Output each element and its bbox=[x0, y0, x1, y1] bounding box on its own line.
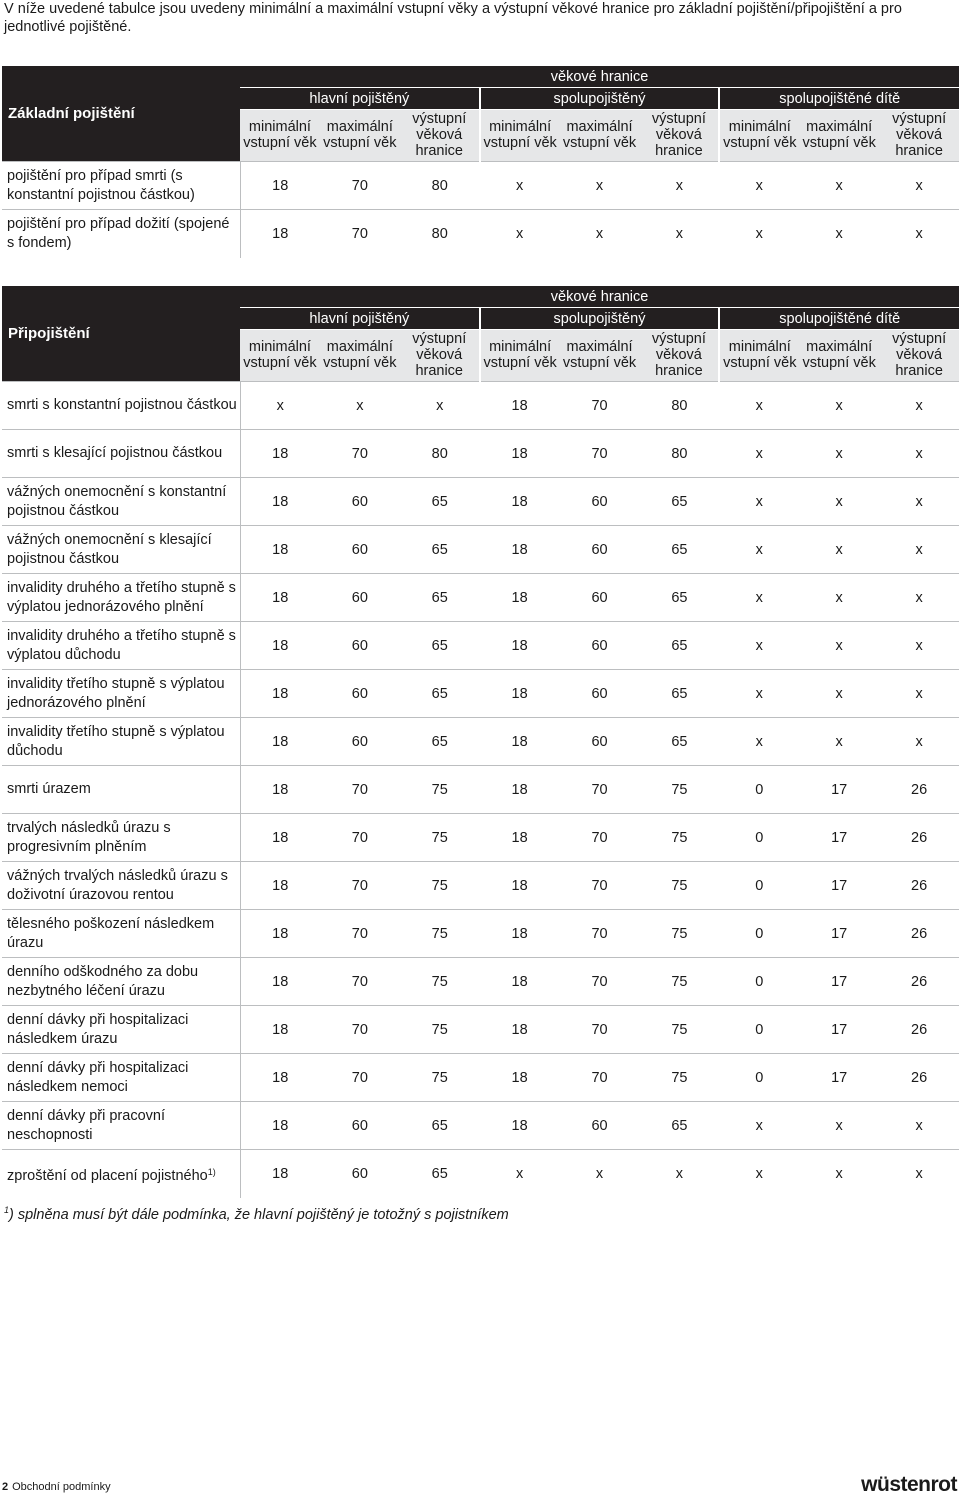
table-cell: x bbox=[799, 382, 879, 430]
column-header: maximální vstupní věk bbox=[320, 330, 400, 382]
table-cell: 18 bbox=[240, 478, 320, 526]
table-cell: 75 bbox=[639, 862, 719, 910]
column-header: maximální vstupní věk bbox=[799, 110, 879, 162]
table-cell: x bbox=[719, 210, 799, 258]
table-cell: x bbox=[879, 526, 959, 574]
row-label-text: invalidity třetího stupně s výplatou důchodu bbox=[7, 724, 225, 759]
table-cell: x bbox=[639, 1150, 719, 1198]
group-header-main: hlavní pojištěný bbox=[240, 88, 480, 110]
table-cell: 0 bbox=[719, 766, 799, 814]
table-cell: 70 bbox=[560, 1054, 640, 1102]
table-row bbox=[2, 1102, 959, 1150]
column-header: výstupní věková hranice bbox=[639, 110, 719, 162]
table-cell: x bbox=[719, 622, 799, 670]
table-cell: x bbox=[799, 1150, 879, 1198]
table-cell: 18 bbox=[480, 814, 560, 862]
row-label-text: smrti s konstantní pojistnou částkou bbox=[7, 397, 237, 414]
table-cell: 18 bbox=[480, 766, 560, 814]
table-cell: x bbox=[719, 1150, 799, 1198]
table-cell: 70 bbox=[560, 862, 640, 910]
group-header-child: spolupojištěné dítě bbox=[719, 308, 959, 330]
table-cell: 18 bbox=[240, 1054, 320, 1102]
table-cell: x bbox=[560, 210, 640, 258]
table-cell: 60 bbox=[320, 574, 400, 622]
table-row bbox=[2, 382, 959, 430]
table-cell: 17 bbox=[799, 862, 879, 910]
row-label bbox=[2, 670, 240, 718]
table-cell: x bbox=[879, 1150, 959, 1198]
table-cell: x bbox=[879, 210, 959, 258]
table-cell: x bbox=[639, 210, 719, 258]
table-cell: 65 bbox=[639, 622, 719, 670]
group-header-co-insured: spolupojištěný bbox=[480, 308, 720, 330]
table-cell: 18 bbox=[240, 718, 320, 766]
table-row bbox=[2, 718, 959, 766]
table-cell: x bbox=[879, 718, 959, 766]
table-cell: 70 bbox=[320, 210, 400, 258]
table-cell: 75 bbox=[400, 1054, 480, 1102]
table-cell: 18 bbox=[240, 574, 320, 622]
table-row bbox=[2, 1054, 959, 1102]
table-cell: 70 bbox=[560, 910, 640, 958]
table-cell: 60 bbox=[560, 718, 640, 766]
table-cell: 18 bbox=[240, 670, 320, 718]
table-row bbox=[2, 766, 959, 814]
table-cell: x bbox=[560, 1150, 640, 1198]
table-cell: x bbox=[799, 670, 879, 718]
footnote-marker: 1 bbox=[4, 1205, 10, 1215]
table-cell: x bbox=[719, 670, 799, 718]
table-cell: 75 bbox=[400, 814, 480, 862]
row-label bbox=[2, 862, 240, 910]
table-cell: 60 bbox=[320, 478, 400, 526]
row-label-text: smrti s klesající pojistnou částkou bbox=[7, 445, 223, 462]
table-row bbox=[2, 210, 959, 258]
table-cell: x bbox=[799, 478, 879, 526]
table-cell: 17 bbox=[799, 1054, 879, 1102]
table-cell: 70 bbox=[320, 1006, 400, 1054]
table-row bbox=[2, 1150, 959, 1198]
row-label-text: invalidity třetího stupně s výplatou jednorázového plnění bbox=[7, 676, 225, 711]
table-cell: x bbox=[879, 622, 959, 670]
table-cell: 18 bbox=[240, 910, 320, 958]
table-row bbox=[2, 430, 959, 478]
table-cell: 60 bbox=[560, 526, 640, 574]
table-cell: 70 bbox=[320, 814, 400, 862]
table-cell: 75 bbox=[639, 1006, 719, 1054]
table-cell: x bbox=[879, 478, 959, 526]
table-cell: 26 bbox=[879, 958, 959, 1006]
table-cell: 18 bbox=[480, 1006, 560, 1054]
table-cell: 60 bbox=[320, 1102, 400, 1150]
table-cell: 60 bbox=[560, 622, 640, 670]
table-cell: 65 bbox=[400, 1102, 480, 1150]
footnote-ref: 1) bbox=[207, 1166, 216, 1177]
row-label-text: smrti úrazem bbox=[7, 781, 91, 798]
table-cell: 65 bbox=[400, 526, 480, 574]
table-cell: x bbox=[799, 210, 879, 258]
riders-table bbox=[2, 286, 959, 1198]
table-cell: 75 bbox=[400, 862, 480, 910]
table-cell: 26 bbox=[879, 1054, 959, 1102]
table-cell: 18 bbox=[480, 478, 560, 526]
table-cell: 65 bbox=[639, 526, 719, 574]
row-label-text: denního odškodného za dobu nezbytného léčení úrazu bbox=[7, 964, 199, 999]
table-cell: x bbox=[799, 162, 879, 210]
row-label bbox=[2, 478, 240, 526]
table-cell: 17 bbox=[799, 910, 879, 958]
table-cell: 70 bbox=[560, 430, 640, 478]
column-header: maximální vstupní věk bbox=[320, 110, 400, 162]
table-cell: 60 bbox=[560, 478, 640, 526]
table-cell: 60 bbox=[320, 670, 400, 718]
table-cell: 80 bbox=[639, 430, 719, 478]
table-cell: 60 bbox=[320, 1150, 400, 1198]
table-cell: 18 bbox=[240, 430, 320, 478]
table-cell: 80 bbox=[400, 210, 480, 258]
table-cell: 70 bbox=[320, 910, 400, 958]
table-cell: 65 bbox=[639, 1102, 719, 1150]
table-cell: 17 bbox=[799, 814, 879, 862]
table-cell: 18 bbox=[240, 1006, 320, 1054]
table-cell: x bbox=[799, 430, 879, 478]
age-limits-header: věkové hranice bbox=[240, 286, 959, 308]
table-cell: 65 bbox=[400, 1150, 480, 1198]
table-cell: 18 bbox=[480, 526, 560, 574]
row-label bbox=[2, 910, 240, 958]
row-label bbox=[2, 718, 240, 766]
table-cell: x bbox=[719, 526, 799, 574]
table-cell: 18 bbox=[480, 910, 560, 958]
page-number: 2 bbox=[2, 1481, 9, 1493]
table-cell: 18 bbox=[240, 958, 320, 1006]
column-header: výstupní věková hranice bbox=[879, 110, 959, 162]
table-cell: 70 bbox=[320, 1054, 400, 1102]
table-cell: x bbox=[879, 574, 959, 622]
table-cell: 70 bbox=[560, 814, 640, 862]
table-title: Připojištění bbox=[2, 286, 240, 382]
table-cell: x bbox=[879, 430, 959, 478]
basic-insurance-table bbox=[2, 66, 959, 258]
table-cell: 70 bbox=[320, 862, 400, 910]
table-cell: 18 bbox=[480, 382, 560, 430]
row-label-text: pojištění pro případ smrti (s konstantní pojistnou částkou) bbox=[7, 168, 195, 203]
group-header-child: spolupojištěné dítě bbox=[719, 88, 959, 110]
table-row bbox=[2, 526, 959, 574]
column-header: minimální vstupní věk bbox=[719, 110, 799, 162]
row-label bbox=[2, 210, 240, 258]
table-cell: 70 bbox=[560, 958, 640, 1006]
table-cell: 26 bbox=[879, 862, 959, 910]
table-cell: x bbox=[879, 670, 959, 718]
table-cell: 70 bbox=[320, 430, 400, 478]
column-header: výstupní věková hranice bbox=[400, 330, 480, 382]
age-limits-header: věkové hranice bbox=[240, 66, 959, 88]
table-cell: x bbox=[400, 382, 480, 430]
table-cell: 75 bbox=[400, 910, 480, 958]
table-row bbox=[2, 162, 959, 210]
row-label-text: tělesného poškození následkem úrazu bbox=[7, 916, 215, 951]
table-cell: 17 bbox=[799, 1006, 879, 1054]
table-cell: 18 bbox=[240, 622, 320, 670]
table-cell: 26 bbox=[879, 1006, 959, 1054]
table-cell: x bbox=[719, 574, 799, 622]
table-cell: 18 bbox=[480, 862, 560, 910]
table-cell: 18 bbox=[480, 718, 560, 766]
table-cell: x bbox=[799, 574, 879, 622]
table-cell: 0 bbox=[719, 910, 799, 958]
table-cell: 70 bbox=[320, 958, 400, 1006]
column-header: maximální vstupní věk bbox=[799, 330, 879, 382]
table-cell: 26 bbox=[879, 910, 959, 958]
column-header: výstupní věková hranice bbox=[879, 330, 959, 382]
table-cell: 75 bbox=[400, 1006, 480, 1054]
column-header: maximální vstupní věk bbox=[560, 110, 640, 162]
table-cell: x bbox=[719, 1102, 799, 1150]
table-cell: x bbox=[799, 1102, 879, 1150]
table-cell: x bbox=[719, 430, 799, 478]
table-cell: 18 bbox=[240, 1102, 320, 1150]
table-cell: 65 bbox=[400, 574, 480, 622]
table-cell: x bbox=[480, 1150, 560, 1198]
group-header-main: hlavní pojištěný bbox=[240, 308, 480, 330]
table-cell: 75 bbox=[639, 958, 719, 1006]
table-cell: x bbox=[719, 718, 799, 766]
table-cell: 18 bbox=[240, 862, 320, 910]
row-label-text: invalidity druhého a třetího stupně s výplatou jednorázového plnění bbox=[7, 580, 236, 615]
table-cell: 18 bbox=[240, 526, 320, 574]
row-label bbox=[2, 382, 240, 430]
table-cell: 18 bbox=[480, 574, 560, 622]
group-header-co-insured: spolupojištěný bbox=[480, 88, 720, 110]
row-label-text: pojištění pro případ dožití (spojené s fondem) bbox=[7, 216, 230, 251]
table-cell: x bbox=[480, 210, 560, 258]
table-cell: x bbox=[799, 526, 879, 574]
table-cell: x bbox=[480, 162, 560, 210]
table-cell: 0 bbox=[719, 1054, 799, 1102]
table-cell: x bbox=[879, 382, 959, 430]
table-row bbox=[2, 814, 959, 862]
table-cell: 60 bbox=[320, 622, 400, 670]
table-cell: 60 bbox=[320, 718, 400, 766]
table-cell: 70 bbox=[320, 162, 400, 210]
footer-section: Obchodní podmínky bbox=[12, 1481, 111, 1493]
table-row bbox=[2, 862, 959, 910]
table-cell: 18 bbox=[480, 430, 560, 478]
column-header: výstupní věková hranice bbox=[639, 330, 719, 382]
row-label bbox=[2, 1102, 240, 1150]
table-cell: 80 bbox=[639, 382, 719, 430]
table-cell: x bbox=[240, 382, 320, 430]
table-cell: x bbox=[799, 718, 879, 766]
row-label-text: denní dávky při hospitalizaci následkem úrazu bbox=[7, 1012, 189, 1047]
table-cell: 18 bbox=[240, 766, 320, 814]
column-header: maximální vstupní věk bbox=[560, 330, 640, 382]
table-cell: 0 bbox=[719, 1006, 799, 1054]
table-cell: x bbox=[799, 622, 879, 670]
table-cell: 0 bbox=[719, 958, 799, 1006]
table-cell: 75 bbox=[400, 766, 480, 814]
table-cell: 18 bbox=[240, 1150, 320, 1198]
table-cell: 70 bbox=[560, 382, 640, 430]
column-header: minimální vstupní věk bbox=[719, 330, 799, 382]
table-row bbox=[2, 958, 959, 1006]
column-header: minimální vstupní věk bbox=[480, 330, 560, 382]
row-label-text: vážných trvalých následků úrazu s doživotní úrazovou rentou bbox=[7, 868, 228, 903]
table-row bbox=[2, 478, 959, 526]
table-row bbox=[2, 574, 959, 622]
table-cell: 18 bbox=[480, 622, 560, 670]
table-cell: x bbox=[560, 162, 640, 210]
table-cell: 18 bbox=[480, 958, 560, 1006]
row-label-text: trvalých následků úrazu s progresivním plněním bbox=[7, 820, 171, 855]
table-row bbox=[2, 622, 959, 670]
table-cell: 70 bbox=[320, 766, 400, 814]
table-cell: x bbox=[719, 382, 799, 430]
brand-logo: wüstenrot bbox=[861, 1473, 957, 1496]
table-cell: 65 bbox=[400, 670, 480, 718]
table-cell: 18 bbox=[480, 1054, 560, 1102]
row-label-text: vážných onemocnění s konstantní pojistnou částkou bbox=[7, 484, 227, 519]
table-cell: 60 bbox=[320, 526, 400, 574]
table-title: Základní pojištění bbox=[2, 66, 240, 162]
row-label bbox=[2, 958, 240, 1006]
row-label bbox=[2, 574, 240, 622]
footnote-text: ) splněna musí být dále podmínka, že hlavní pojištěný je totožný s pojistníkem bbox=[9, 1206, 509, 1223]
table-cell: 75 bbox=[639, 910, 719, 958]
footnote bbox=[4, 1205, 509, 1223]
table-cell: 0 bbox=[719, 862, 799, 910]
row-label bbox=[2, 766, 240, 814]
row-label bbox=[2, 162, 240, 210]
table-row bbox=[2, 1006, 959, 1054]
table-cell: 26 bbox=[879, 766, 959, 814]
row-label bbox=[2, 1150, 240, 1198]
table-cell: 18 bbox=[480, 670, 560, 718]
table-cell: 65 bbox=[639, 574, 719, 622]
row-label bbox=[2, 430, 240, 478]
table-cell: 75 bbox=[400, 958, 480, 1006]
table-cell: 70 bbox=[560, 1006, 640, 1054]
column-header: minimální vstupní věk bbox=[240, 330, 320, 382]
table-cell: 75 bbox=[639, 766, 719, 814]
table-cell: 75 bbox=[639, 1054, 719, 1102]
row-label bbox=[2, 814, 240, 862]
row-label-text: denní dávky při pracovní neschopnosti bbox=[7, 1108, 165, 1143]
table-cell: 65 bbox=[400, 478, 480, 526]
row-label-text: denní dávky při hospitalizaci následkem nemoci bbox=[7, 1060, 189, 1095]
column-header: výstupní věková hranice bbox=[400, 110, 480, 162]
table-cell: 70 bbox=[560, 766, 640, 814]
table-cell: 18 bbox=[240, 162, 320, 210]
row-label bbox=[2, 1006, 240, 1054]
table-cell: x bbox=[320, 382, 400, 430]
table-cell: 60 bbox=[560, 574, 640, 622]
table-cell: 18 bbox=[240, 210, 320, 258]
row-label bbox=[2, 622, 240, 670]
table-cell: x bbox=[639, 162, 719, 210]
table-cell: 65 bbox=[639, 718, 719, 766]
table-cell: x bbox=[719, 162, 799, 210]
table-cell: 65 bbox=[400, 718, 480, 766]
table-cell: 60 bbox=[560, 1102, 640, 1150]
column-header: minimální vstupní věk bbox=[480, 110, 560, 162]
table-cell: 80 bbox=[400, 162, 480, 210]
table-cell: 65 bbox=[639, 478, 719, 526]
table-cell: 26 bbox=[879, 814, 959, 862]
table-cell: x bbox=[879, 162, 959, 210]
table-cell: 75 bbox=[639, 814, 719, 862]
table-cell: 17 bbox=[799, 766, 879, 814]
table-cell: 80 bbox=[400, 430, 480, 478]
table-cell: 17 bbox=[799, 958, 879, 1006]
table-cell: x bbox=[879, 1102, 959, 1150]
row-label bbox=[2, 1054, 240, 1102]
page-footer bbox=[2, 1481, 111, 1493]
table-cell: 65 bbox=[400, 622, 480, 670]
row-label bbox=[2, 526, 240, 574]
table-row bbox=[2, 910, 959, 958]
table-cell: 18 bbox=[480, 1102, 560, 1150]
table-cell: x bbox=[719, 478, 799, 526]
table-cell: 18 bbox=[240, 814, 320, 862]
row-label-text: invalidity druhého a třetího stupně s výplatou důchodu bbox=[7, 628, 236, 663]
intro-text: V níže uvedené tabulce jsou uvedeny minimální a maximální vstupní věky a výstupní věkové hranice pro základní pojištění/připojištění a pro jednotlivé pojištěné. bbox=[4, 1, 902, 35]
table-row bbox=[2, 670, 959, 718]
row-label-text: vážných onemocnění s klesající pojistnou částkou bbox=[7, 532, 212, 567]
table-cell: 0 bbox=[719, 814, 799, 862]
column-header: minimální vstupní věk bbox=[240, 110, 320, 162]
table-cell: 65 bbox=[639, 670, 719, 718]
row-label-text: zproštění od placení pojistného bbox=[7, 1167, 208, 1184]
table-cell: 60 bbox=[560, 670, 640, 718]
